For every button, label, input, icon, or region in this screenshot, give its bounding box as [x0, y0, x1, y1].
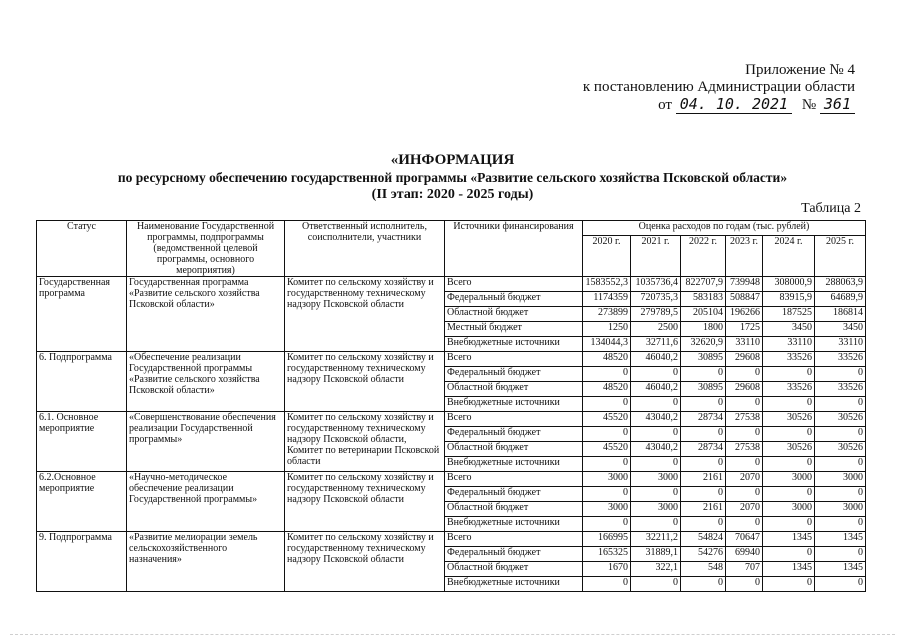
cell-value: 3000	[583, 472, 631, 487]
cell-value: 48520	[583, 382, 631, 397]
cell-value: 30526	[763, 412, 815, 427]
cell-value: 3000	[631, 502, 681, 517]
cell-value: 0	[681, 487, 726, 502]
cell-value: 0	[726, 457, 763, 472]
table-row	[37, 277, 866, 292]
cell-source: Местный бюджет	[445, 322, 583, 337]
cell-value: 3000	[815, 472, 866, 487]
cell-executor: Комитет по сельскому хозяйству и государственному техническому надзору Псковской области	[285, 277, 445, 352]
cell-source: Федеральный бюджет	[445, 292, 583, 307]
doc-stage: (II этап: 2020 - 2025 годы)	[371, 187, 534, 202]
cell-value: 0	[631, 397, 681, 412]
cell-value: 33110	[763, 337, 815, 352]
cell-value: 0	[681, 427, 726, 442]
cell-value: 1174359	[583, 292, 631, 307]
cell-value: 273899	[583, 307, 631, 322]
cell-value: 0	[726, 577, 763, 592]
cell-value: 0	[726, 427, 763, 442]
table-row	[37, 352, 866, 367]
cell-value: 83915,9	[763, 292, 815, 307]
cell-value: 0	[763, 427, 815, 442]
header-year: 2020 г.	[583, 236, 631, 277]
cell-value: 3450	[815, 322, 866, 337]
cell-value: 0	[681, 517, 726, 532]
funding-table	[36, 220, 866, 592]
cell-value: 27538	[726, 442, 763, 457]
cell-value: 0	[763, 457, 815, 472]
cell-value: 205104	[681, 307, 726, 322]
cell-value: 1035736,4	[631, 277, 681, 292]
cell-value: 0	[763, 547, 815, 562]
cell-value: 43040,2	[631, 412, 681, 427]
cell-value: 0	[726, 487, 763, 502]
header-estimate: Оценка расходов по годам (тыс. рублей)	[583, 221, 866, 236]
cell-value: 0	[631, 427, 681, 442]
cell-value: 33526	[815, 382, 866, 397]
cell-source: Областной бюджет	[445, 442, 583, 457]
cell-value: 1725	[726, 322, 763, 337]
from-label: от	[658, 97, 672, 113]
cell-value: 0	[681, 577, 726, 592]
cell-name: Государственная программа «Развитие сельского хозяйства Псковской области»	[127, 277, 285, 352]
header-year: 2024 г.	[763, 236, 815, 277]
cell-value: 70647	[726, 532, 763, 547]
cell-value: 0	[763, 577, 815, 592]
cell-source: Всего	[445, 532, 583, 547]
cell-value: 33526	[763, 352, 815, 367]
cell-value: 0	[763, 367, 815, 382]
cell-value: 0	[815, 457, 866, 472]
table-row	[37, 472, 866, 487]
cell-value: 308000,9	[763, 277, 815, 292]
cell-value: 0	[763, 397, 815, 412]
cell-value: 1345	[815, 562, 866, 577]
cell-value: 32211,2	[631, 532, 681, 547]
cell-value: 0	[583, 487, 631, 502]
cell-value: 0	[583, 517, 631, 532]
cell-source: Областной бюджет	[445, 562, 583, 577]
cell-value: 187525	[763, 307, 815, 322]
cell-value: 822707,9	[681, 277, 726, 292]
cell-value: 0	[631, 457, 681, 472]
cell-value: 64689,9	[815, 292, 866, 307]
header-year: 2023 г.	[726, 236, 763, 277]
cell-value: 31889,1	[631, 547, 681, 562]
cell-value: 3450	[763, 322, 815, 337]
cell-source: Всего	[445, 352, 583, 367]
cell-source: Областной бюджет	[445, 382, 583, 397]
cell-name: «Развитие мелиорации земель сельскохозяйственного назначения»	[127, 532, 285, 592]
cell-value: 30895	[681, 382, 726, 397]
cell-value: 2500	[631, 322, 681, 337]
cell-value: 48520	[583, 352, 631, 367]
cell-source: Федеральный бюджет	[445, 427, 583, 442]
cell-status: 6.1. Основное мероприятие	[37, 412, 127, 472]
cell-value: 33110	[726, 337, 763, 352]
cell-source: Всего	[445, 412, 583, 427]
cell-value: 1345	[763, 532, 815, 547]
cell-executor: Комитет по сельскому хозяйству и государственному техническому надзору Псковской области	[285, 532, 445, 592]
cell-value: 45520	[583, 412, 631, 427]
cell-value: 0	[631, 517, 681, 532]
cell-value: 0	[631, 367, 681, 382]
cell-value: 0	[583, 427, 631, 442]
appendix-line2: к постановлению Администрации области	[582, 79, 855, 95]
cell-status: 6. Подпрограмма	[37, 352, 127, 412]
cell-executor: Комитет по сельскому хозяйству и государственному техническому надзору Псковской области	[285, 352, 445, 412]
cell-source: Областной бюджет	[445, 502, 583, 517]
cell-value: 30526	[763, 442, 815, 457]
cell-value: 54824	[681, 532, 726, 547]
cell-value: 0	[631, 487, 681, 502]
cell-value: 720735,3	[631, 292, 681, 307]
cell-value: 0	[631, 577, 681, 592]
cell-source: Внебюджетные источники	[445, 397, 583, 412]
appendix-line1: Приложение № 4	[745, 62, 855, 78]
table-body	[37, 277, 866, 592]
cell-value: 29608	[726, 352, 763, 367]
cell-value: 0	[815, 547, 866, 562]
cell-value: 583183	[681, 292, 726, 307]
handwritten-date: 04. 10. 2021	[676, 95, 792, 114]
cell-value: 33526	[763, 382, 815, 397]
cell-value: 0	[726, 517, 763, 532]
cell-value: 28734	[681, 442, 726, 457]
doc-title: «ИНФОРМАЦИЯ	[390, 152, 515, 168]
cell-source: Всего	[445, 472, 583, 487]
cell-value: 30526	[815, 442, 866, 457]
cell-value: 0	[815, 487, 866, 502]
cell-value: 196266	[726, 307, 763, 322]
cell-value: 166995	[583, 532, 631, 547]
cell-source: Федеральный бюджет	[445, 547, 583, 562]
cell-value: 0	[583, 577, 631, 592]
cell-value: 0	[815, 397, 866, 412]
cell-value: 1670	[583, 562, 631, 577]
cell-value: 0	[583, 397, 631, 412]
cell-source: Внебюджетные источники	[445, 457, 583, 472]
cell-name: «Обеспечение реализации Государственной программы «Развитие сельского хозяйства Псковской области»	[127, 352, 285, 412]
cell-source: Внебюджетные источники	[445, 577, 583, 592]
header-year: 2021 г.	[631, 236, 681, 277]
cell-value: 739948	[726, 277, 763, 292]
cell-value: 1800	[681, 322, 726, 337]
cell-value: 1345	[815, 532, 866, 547]
cell-value: 3000	[763, 472, 815, 487]
cell-value: 0	[681, 367, 726, 382]
doc-subtitle: по ресурсному обеспечению государственной программы «Развитие сельского хозяйства Псковской области»	[117, 170, 788, 185]
cell-value: 322,1	[631, 562, 681, 577]
cell-value: 33526	[815, 352, 866, 367]
cell-value: 28734	[681, 412, 726, 427]
cell-value: 27538	[726, 412, 763, 427]
cell-value: 288063,9	[815, 277, 866, 292]
cell-value: 3000	[583, 502, 631, 517]
cell-value: 165325	[583, 547, 631, 562]
cell-value: 32620,9	[681, 337, 726, 352]
cell-source: Федеральный бюджет	[445, 367, 583, 382]
cell-value: 30895	[681, 352, 726, 367]
table-row	[37, 532, 866, 547]
cell-executor: Комитет по сельскому хозяйству и государственному техническому надзору Псковской области	[285, 472, 445, 532]
cell-value: 3000	[763, 502, 815, 517]
cell-value: 0	[681, 457, 726, 472]
cell-value: 3000	[631, 472, 681, 487]
cell-value: 29608	[726, 382, 763, 397]
cell-value: 0	[763, 487, 815, 502]
cell-value: 30526	[815, 412, 866, 427]
cell-value: 46040,2	[631, 382, 681, 397]
cell-value: 2161	[681, 472, 726, 487]
cell-value: 0	[815, 427, 866, 442]
cell-value: 46040,2	[631, 352, 681, 367]
cell-value: 508847	[726, 292, 763, 307]
cell-name: «Совершенствование обеспечения реализации Государственной программы»	[127, 412, 285, 472]
header-status: Статус	[37, 221, 127, 277]
cell-value: 1345	[763, 562, 815, 577]
cell-source: Внебюджетные источники	[445, 337, 583, 352]
cell-value: 0	[815, 367, 866, 382]
header-year: 2025 г.	[815, 236, 866, 277]
header-year: 2022 г.	[681, 236, 726, 277]
header-name: Наименование Государственной программы, подпрограммы (ведомственной целевой программы, основного мероприятия)	[127, 221, 285, 277]
scan-edge-divider	[10, 634, 895, 635]
cell-value: 32711,6	[631, 337, 681, 352]
cell-value: 3000	[815, 502, 866, 517]
table-row	[37, 412, 866, 427]
appendix-date-line	[583, 96, 855, 114]
cell-value: 1583552,3	[583, 277, 631, 292]
cell-value: 33110	[815, 337, 866, 352]
cell-value: 0	[815, 517, 866, 532]
cell-value: 186814	[815, 307, 866, 322]
cell-value: 45520	[583, 442, 631, 457]
cell-source: Федеральный бюджет	[445, 487, 583, 502]
cell-source: Внебюджетные источники	[445, 517, 583, 532]
cell-value: 69940	[726, 547, 763, 562]
cell-status: Государственная программа	[37, 277, 127, 352]
cell-value: 0	[681, 397, 726, 412]
cell-value: 134044,3	[583, 337, 631, 352]
header-sources: Источники финансирования	[445, 221, 583, 277]
cell-value: 0	[583, 457, 631, 472]
cell-value: 2161	[681, 502, 726, 517]
cell-value: 2070	[726, 472, 763, 487]
cell-value: 0	[815, 577, 866, 592]
cell-executor: Комитет по сельскому хозяйству и государственному техническому надзору Псковской области, Комитет по ветеринарии Псковской области	[285, 412, 445, 472]
cell-value: 54276	[681, 547, 726, 562]
cell-value: 707	[726, 562, 763, 577]
cell-source: Областной бюджет	[445, 307, 583, 322]
handwritten-number: 361	[820, 95, 855, 114]
cell-value: 0	[726, 397, 763, 412]
cell-value: 1250	[583, 322, 631, 337]
cell-value: 0	[583, 367, 631, 382]
cell-value: 279789,5	[631, 307, 681, 322]
cell-source: Всего	[445, 277, 583, 292]
cell-name: «Научно-методическое обеспечение реализации Государственной программы»	[127, 472, 285, 532]
cell-value: 2070	[726, 502, 763, 517]
table-number: Таблица 2	[801, 201, 861, 216]
cell-value: 43040,2	[631, 442, 681, 457]
cell-value: 0	[726, 367, 763, 382]
cell-value: 0	[763, 517, 815, 532]
header-executor: Ответственный исполнитель, соисполнители, участники	[285, 221, 445, 277]
cell-status: 9. Подпрограмма	[37, 532, 127, 592]
cell-value: 548	[681, 562, 726, 577]
cell-status: 6.2.Основное мероприятие	[37, 472, 127, 532]
appendix-block	[583, 62, 855, 114]
number-label: №	[801, 97, 817, 113]
